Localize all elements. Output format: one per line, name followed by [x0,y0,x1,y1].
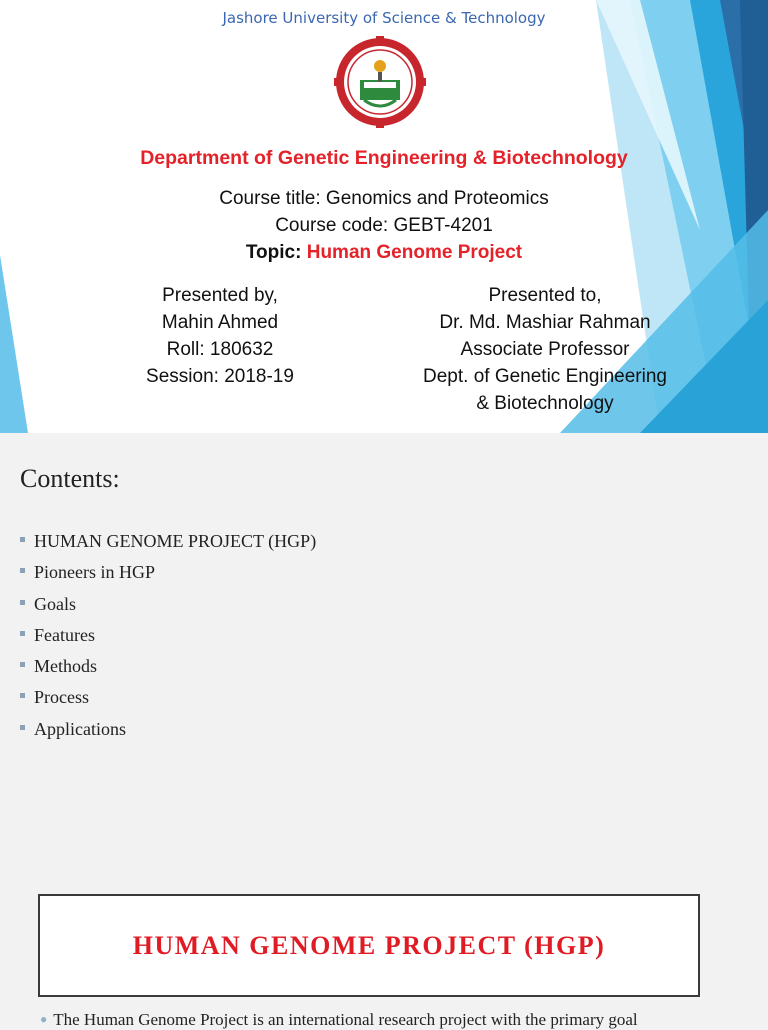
hgp-title: HUMAN GENOME PROJECT (HGP) [132,930,606,960]
bullet-icon [20,568,25,573]
presenter-name: Mahin Ahmed [161,312,279,333]
university-seal-icon [334,36,426,128]
list-item: Pioneers in HGP [20,559,316,590]
presenter-session: Session: 2018-19 [146,366,294,387]
bullet-icon [20,693,25,698]
university-name: Jashore University of Science & Technology [222,9,546,27]
supervisor-position: Associate Professor [460,339,630,360]
topic-line [0,242,768,264]
presented-to-block [395,282,695,417]
contents-heading: Contents: [20,464,120,493]
hgp-paragraph [40,1010,700,1030]
hgp-paragraph-text: The Human Genome Project is an international research project with the primary goal [53,1010,638,1029]
contents-list [20,528,316,747]
supervisor-name: Dr. Md. Mashiar Rahman [439,312,651,333]
bullet-icon [20,600,25,605]
title-slide [0,0,768,433]
list-item: Process [20,684,316,715]
bullet-icon: ● [40,1012,48,1026]
presented-by-label: Presented by, [162,285,278,306]
list-item: Methods [20,653,316,684]
topic-label: Topic: [245,242,302,263]
bullet-icon [20,725,25,730]
presented-to-label: Presented to, [488,285,602,306]
topic-value: Human Genome Project [306,242,523,263]
course-code: Course code: GEBT-4201 [275,215,493,236]
list-item: Goals [20,591,316,622]
bullet-icon [20,537,25,542]
list-item: Features [20,622,316,653]
list-item: Applications [20,716,316,747]
department-name: Department of Genetic Engineering & Biotechnology [140,147,628,169]
supervisor-dept-line2: & Biotechnology [476,393,614,414]
supervisor-dept-line1: Dept. of Genetic Engineering [423,366,667,387]
presenter-roll: Roll: 180632 [166,339,274,360]
hgp-title-box [38,894,700,997]
bullet-icon [20,631,25,636]
course-title: Course title: Genomics and Proteomics [219,188,549,209]
list-item: HUMAN GENOME PROJECT (HGP) [20,528,316,559]
bullet-icon [20,662,25,667]
presented-by-block [110,282,330,390]
